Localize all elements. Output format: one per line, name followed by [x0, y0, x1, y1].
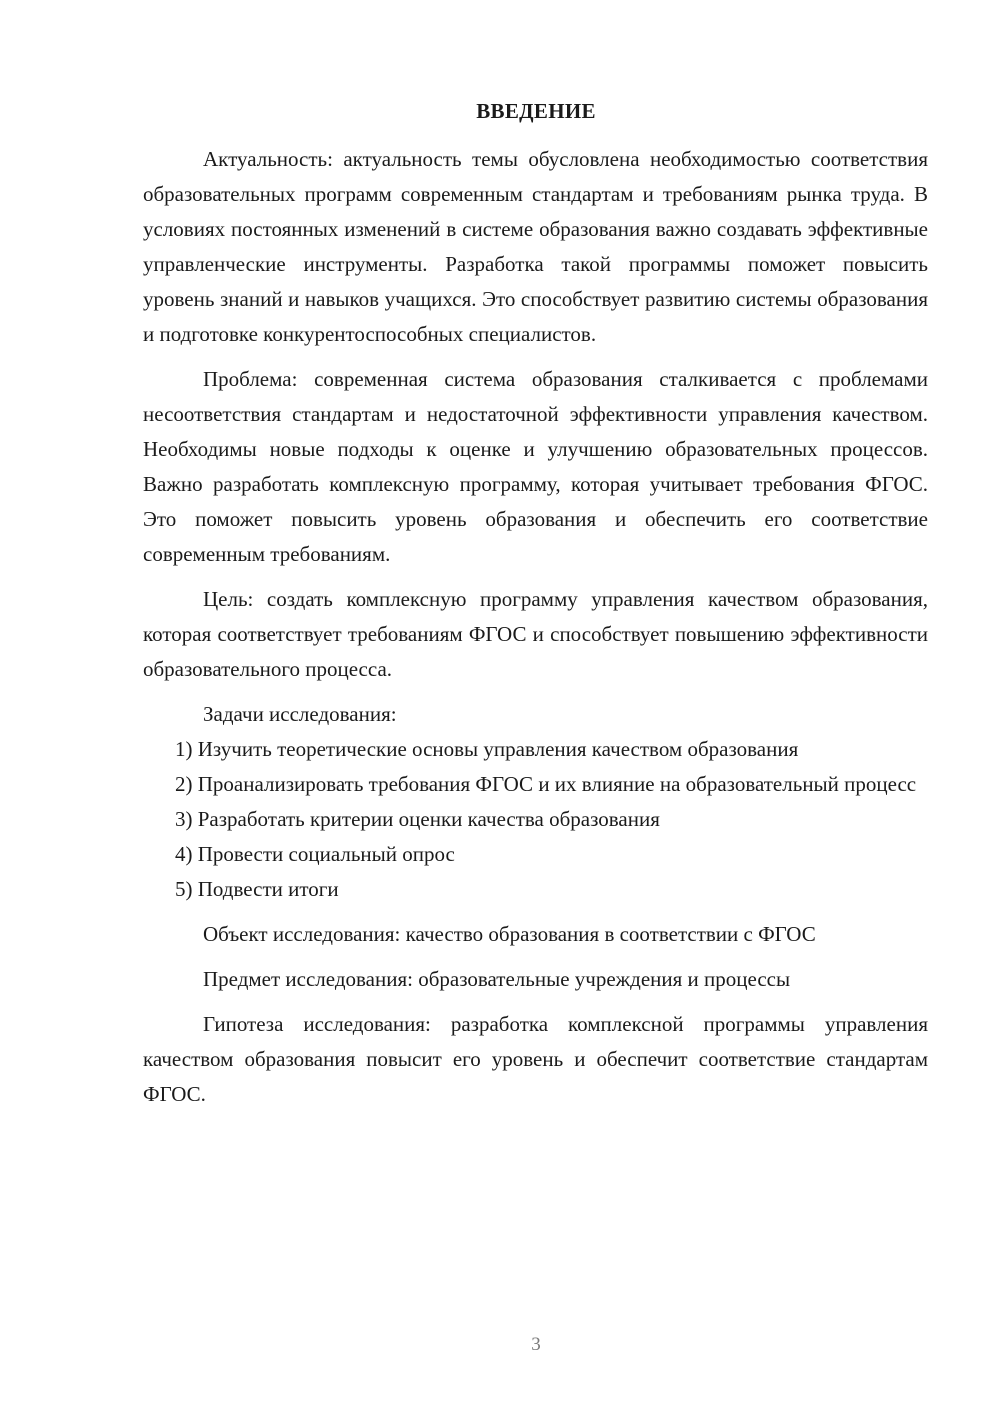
task-item: 2) Проанализировать требования ФГОС и их влияние на образовательный процесс [175, 772, 917, 796]
document-body [143, 142, 928, 1112]
task-item: 5) Подвести итоги [175, 877, 339, 901]
paragraph-subject: Предмет исследования: образовательные учреждения и процессы [203, 967, 791, 991]
paragraph-relevance: Актуальность: актуальность темы обусловлена необходимостью соответствия образовательных программ современным стандартам и требованиям рынка труда. В условиях постоянных изменений в системе образования важно создавать эффективные управленческие инструменты. Разработка такой программы поможет повысить уровень знаний и навыков учащихся. Это способствует развитию системы образования и подготовке конкурентоспособных специалистов. [143, 147, 928, 346]
paragraph-object: Объект исследования: качество образования в соответствии с ФГОС [203, 922, 816, 946]
page-number: 3 [531, 1334, 541, 1355]
task-item: 3) Разработать критерии оценки качества образования [175, 807, 660, 831]
task-item: 4) Провести социальный опрос [175, 842, 455, 866]
paragraph-goal: Цель: создать комплексную программу управления качеством образования, которая соответствует требованиям ФГОС и способствует повышению эффективности образовательного процесса. [143, 587, 928, 681]
section-title: ВВЕДЕНИЕ [476, 99, 596, 123]
task-item: 1) Изучить теоретические основы управления качеством образования [175, 737, 799, 761]
tasks-heading: Задачи исследования: [203, 702, 397, 726]
paragraph-problem: Проблема: современная система образования сталкивается с проблемами несоответствия стандартам и недостаточной эффективности управления качеством. Необходимы новые подходы к оценке и улучшению образовательных процессов. Важно разработать комплексную программу, которая учитывает требования ФГОС. Это поможет повысить уровень образования и обеспечить его соответствие современным требованиям. [143, 367, 928, 566]
paragraph-hypothesis: Гипотеза исследования: разработка комплексной программы управления качеством образования повысит его уровень и обеспечит соответствие стандартам ФГОС. [143, 1012, 928, 1106]
